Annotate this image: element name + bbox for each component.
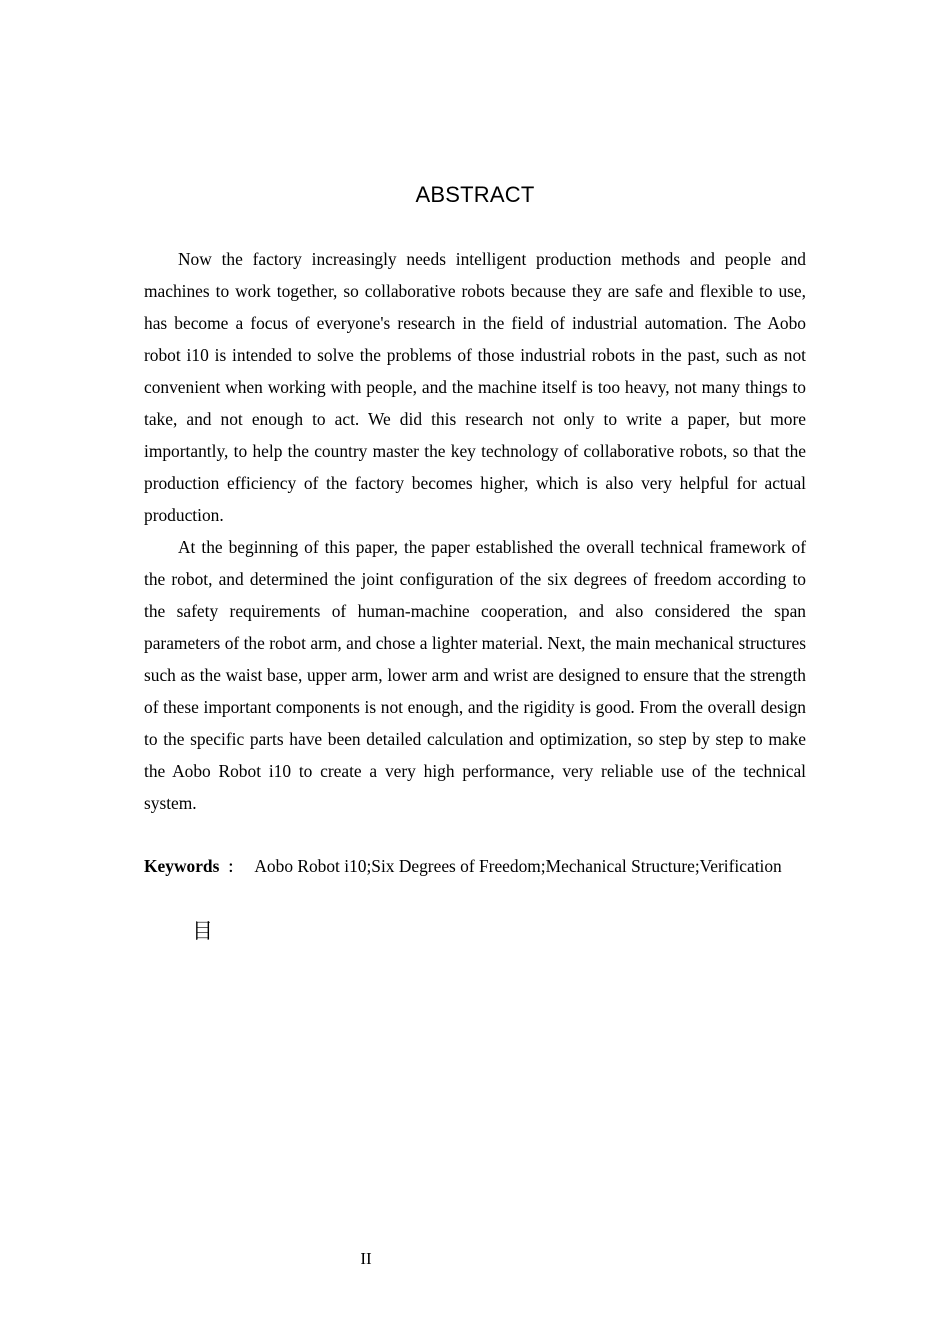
abstract-paragraph-2: At the beginning of this paper, the paper established the overall technical framework of the robot, and determined the joint configuration of the six degrees of freedom according to the safety requirements of human-machine cooperation, and also considered the span parameters of the robot arm, and chose a lighter material. Next, the main mechanical structures such as the waist base, upper arm, lower arm and wrist are designed to ensure that the strength of these important components is not enough, and the rigidity is good. From the overall design to the specific parts have been detailed calculation and optimization, so step by step to make the Aobo Robot i10 to create a very high performance, very reliable use of the technical system. bbox=[144, 537, 806, 813]
abstract-paragraph-1: Now the factory increasingly needs intelligent production methods and people and machines to work together, so collaborative robots because they are safe and flexible to use, has become a focus of everyone's research in the field of industrial automation. The Aobo robot i10 is intended to solve the problems of those industrial robots in the past, such as not convenient when working with people, and the machine itself is too heavy, not many things to take, and not enough to act. We did this research not only to write a paper, but more importantly, to help the country master the key technology of collaborative robots, so that the production efficiency of the factory becomes higher, which is also very helpful for actual production. bbox=[144, 249, 806, 525]
keywords-colon: ： bbox=[227, 858, 243, 876]
toc-heading-fragment: 目 bbox=[192, 919, 213, 943]
abstract-heading: ABSTRACT bbox=[415, 182, 535, 207]
keywords-text: Aobo Robot i10;Six Degrees of Freedom;Mechanical Structure;Verification bbox=[254, 856, 782, 876]
abstract-body bbox=[144, 243, 806, 819]
page-number: II bbox=[360, 1249, 372, 1268]
keywords-line bbox=[144, 850, 806, 883]
keywords-label: Keywords bbox=[144, 856, 220, 876]
